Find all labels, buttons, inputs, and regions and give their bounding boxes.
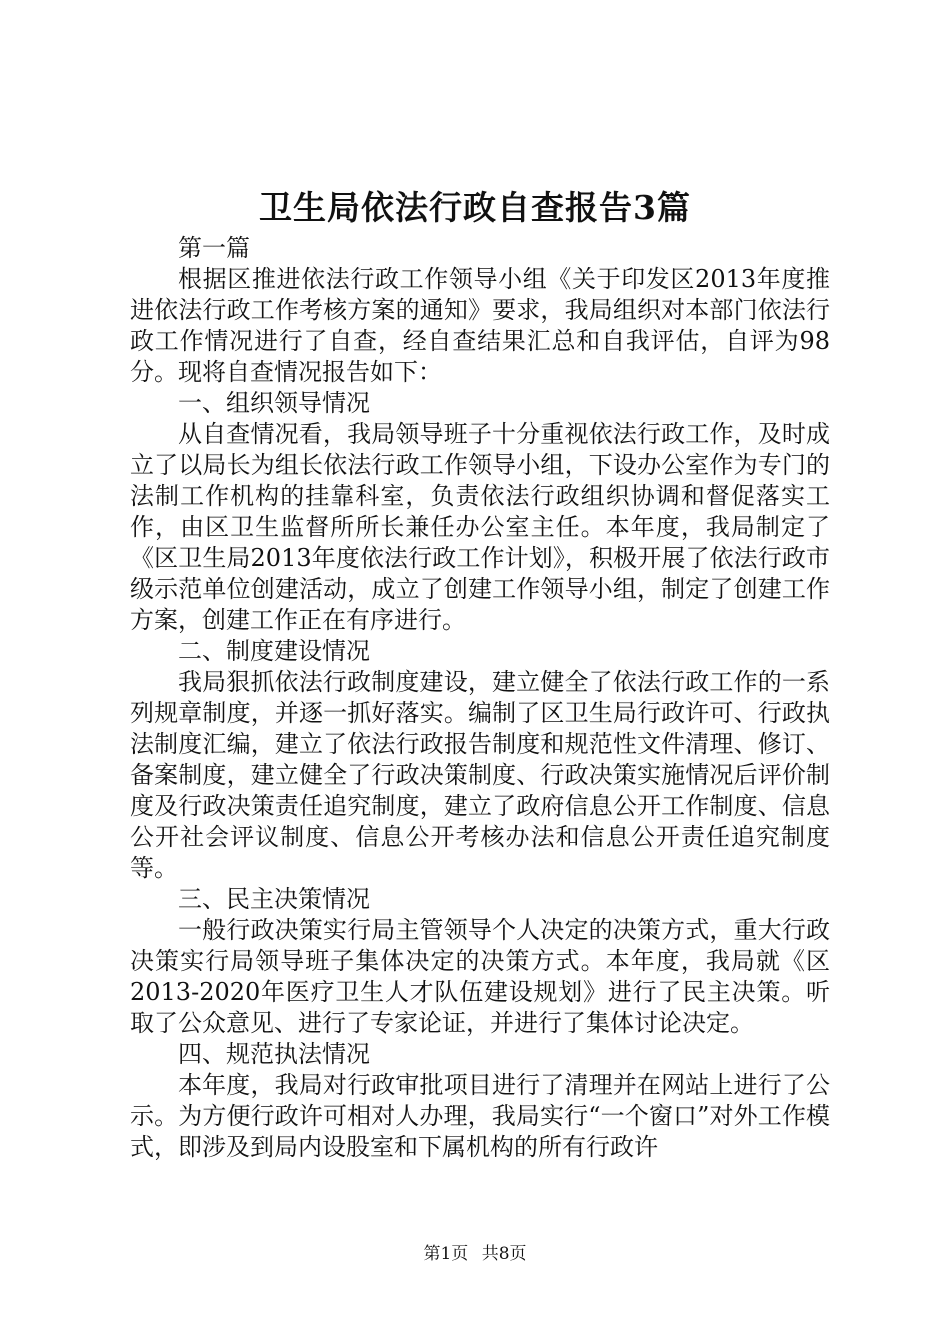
section-heading-4: 四、规范执法情况 (178, 1040, 370, 1068)
document-title: 卫生局依法行政自查报告3篇 (259, 188, 691, 227)
paragraph-3: 一般行政决策实行局主管领导个人决定的决策方式，重大行政决策实行局领导班子集体决定的决策方式。本年度，我局就《区2013-2020年医疗卫生人才队伍建设规划》进行了民主决策。听取了公众意见、进行了专家论证，并进行了集体讨论决定。 (130, 916, 830, 1037)
page-footer (0, 1242, 950, 1266)
paragraph-1: 从自查情况看，我局领导班子十分重视依法行政工作，及时成立了以局长为组长依法行政工作领导小组，下设办公室作为专门的法制工作机构的挂靠科室，负责依法行政组织协调和督促落实工作，由区卫生监督所所长兼任办公室主任。本年度，我局制定了《区卫生局2013年度依法行政工作计划》，积极开展了依法行政市级示范单位创建活动，成立了创建工作领导小组，制定了创建工作方案，创建工作正在有序进行。 (130, 420, 830, 634)
page-number: 第1页 (423, 1244, 469, 1264)
section-heading-2: 二、制度建设情况 (178, 637, 370, 665)
paragraph-2: 我局狠抓依法行政制度建设，建立健全了依法行政工作的一系列规章制度，并逐一抓好落实。编制了区卫生局行政许可、行政执法制度汇编，建立了依法行政报告制度和规范性文件清理、修订、备案制度，建立健全了行政决策制度、行政决策实施情况后评价制度及行政决策责任追究制度，建立了政府信息公开工作制度、信息公开社会评议制度、信息公开考核办法和信息公开责任追究制度等。 (130, 668, 830, 882)
section-heading-1: 一、组织领导情况 (178, 389, 370, 417)
paragraph-intro: 根据区推进依法行政工作领导小组《关于印发区2013年度推进依法行政工作考核方案的通知》要求，我局组织对本部门依法行政工作情况进行了自查，经自查结果汇总和自我评估，自评为98分。现将自查情况报告如下： (130, 265, 830, 386)
section-heading-3: 三、民主决策情况 (178, 885, 370, 913)
paragraph-4: 本年度，我局对行政审批项目进行了清理并在网站上进行了公示。为方便行政许可相对人办理，我局实行“一个窗口”对外工作模式，即涉及到局内设股室和下属机构的所有行政许 (130, 1071, 830, 1161)
page-total: 共8页 (481, 1244, 527, 1264)
document-body (130, 233, 830, 1163)
section-label: 第一篇 (178, 234, 250, 262)
